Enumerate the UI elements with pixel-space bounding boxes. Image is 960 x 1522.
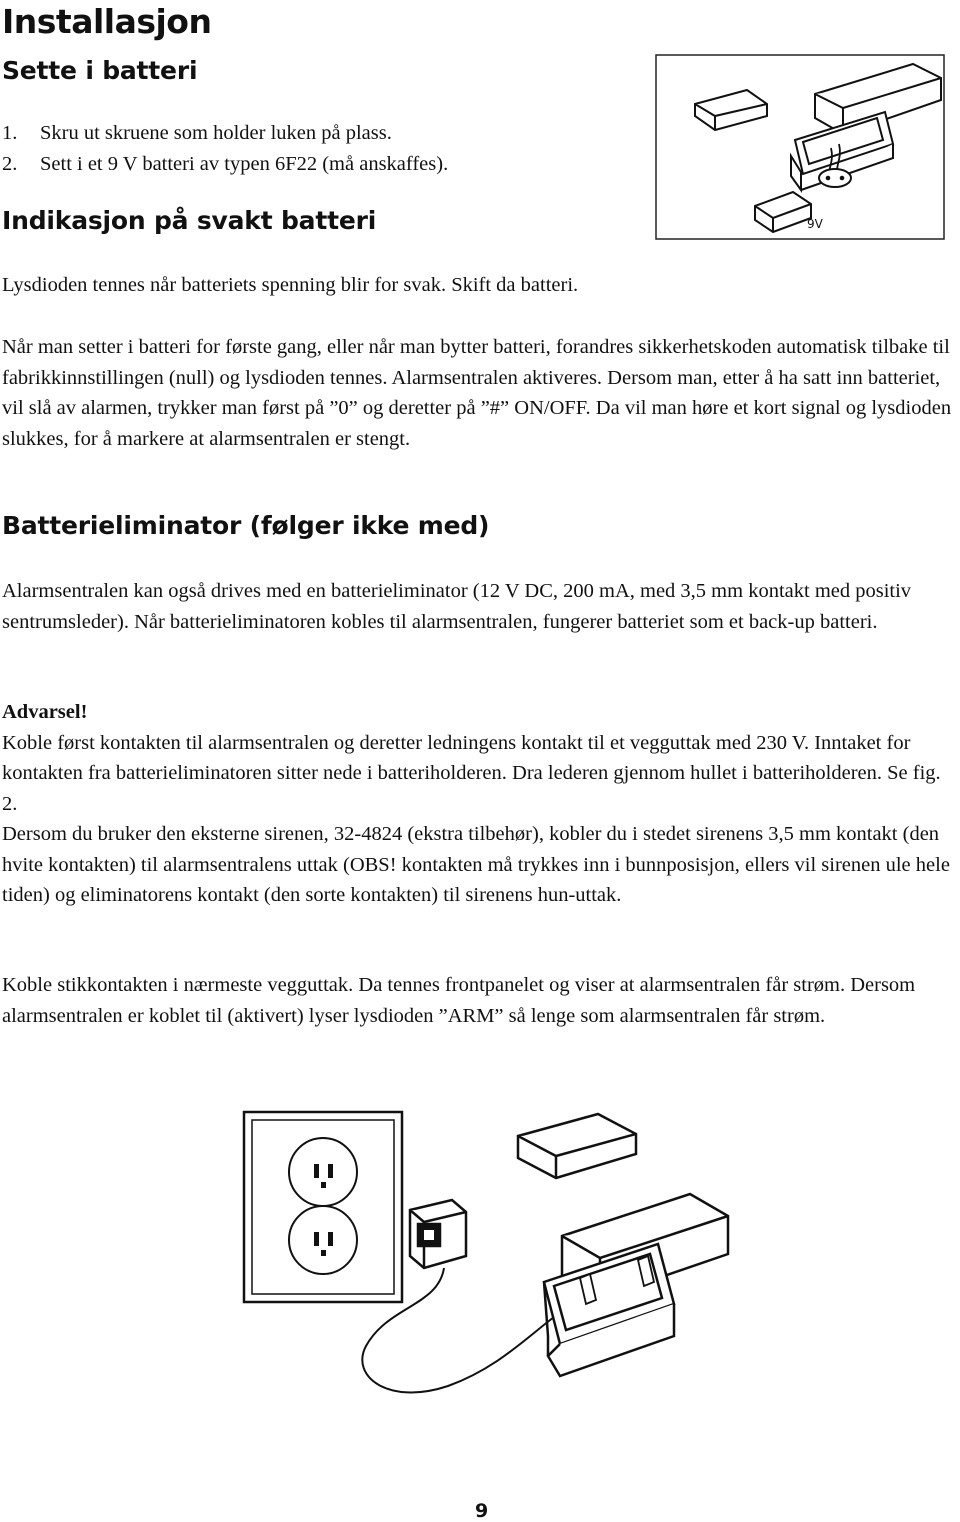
battery-steps <box>2 118 622 179</box>
warning-label: Advarsel! <box>2 701 88 723</box>
power-text: Koble stikkontakten i nærmeste vegguttak. Da tennes frontpanelet og viser at alarmsentralen får strøm. Dersom alarmsentralen er koblet til (aktivert) lyser lysdioden ”ARM” så lenge som alarmsentralen får strøm. <box>2 974 916 1027</box>
warning-text: Koble først kontakten til alarmsentralen og deretter ledningens kontakt til et vegguttak med 230 V. Inntaket for kontakten fra batterieliminatoren sitter nede i batteriholderen. Dra lederen gjennom hullet i batteriholderen. Se fig. 2. <box>2 731 941 815</box>
low-battery-text: Lysdioden tennes når batteriets spenning blir for svak. Skift da batteri. <box>2 274 579 296</box>
page-number: 9 <box>475 1500 489 1522</box>
heading-low-battery: Indikasjon på svakt batteri <box>2 206 377 235</box>
siren-text: Dersom du bruker den eksterne sirenen, 32-4824 (ekstra tilbehør), kobler du i stedet sirenens 3,5 mm kontakt (den hvite kontakten) til alarmsentralens uttak (OBS! kontakten må trykkes inn i bunnposisjon, ellers vil sirenen ule hele tiden) og eliminatorens kontakt (den sorte kontakten) til sirenens hun-uttak. <box>2 823 950 906</box>
eliminator-figure <box>238 1106 730 1452</box>
eliminator-text: Alarmsentralen kan også drives med en batterieliminator (12 V DC, 200 mA, med 3,5 mm kontakt med positiv sentrumsleder). Når batterieliminatoren kobles til alarmsentralen, fungerer batteriet som et back-up batteri. <box>2 580 912 633</box>
page-title: Installasjon <box>2 2 212 41</box>
battery-label: 9V <box>807 217 823 231</box>
battery-reset-text: Når man setter i batteri for første gang, eller når man bytter batteri, forandres sikkerhetskoden automatisk tilbake til fabrikkinnstillingen (null) og lysdioden tennes. Alarmsentralen aktiveres. Dersom man, etter å ha satt inn batteriet, vil slå av alarmen, trykker man først på ”0” og deretter på ”#” ON/OFF. Da vil man høre et kort signal og lysdioden slukkes, for å markere at alarmsentralen er stengt. <box>2 336 952 450</box>
heading-eliminator: Batterieliminator (følger ikke med) <box>2 511 490 540</box>
battery-figure <box>655 52 947 242</box>
heading-battery: Sette i batteri <box>2 56 198 85</box>
list-item: 2. Sett i et 9 V batteri av typen 6F22 (må anskaffes). <box>2 152 449 175</box>
list-item: 1. Skru ut skruene som holder luken på plass. <box>2 122 392 144</box>
